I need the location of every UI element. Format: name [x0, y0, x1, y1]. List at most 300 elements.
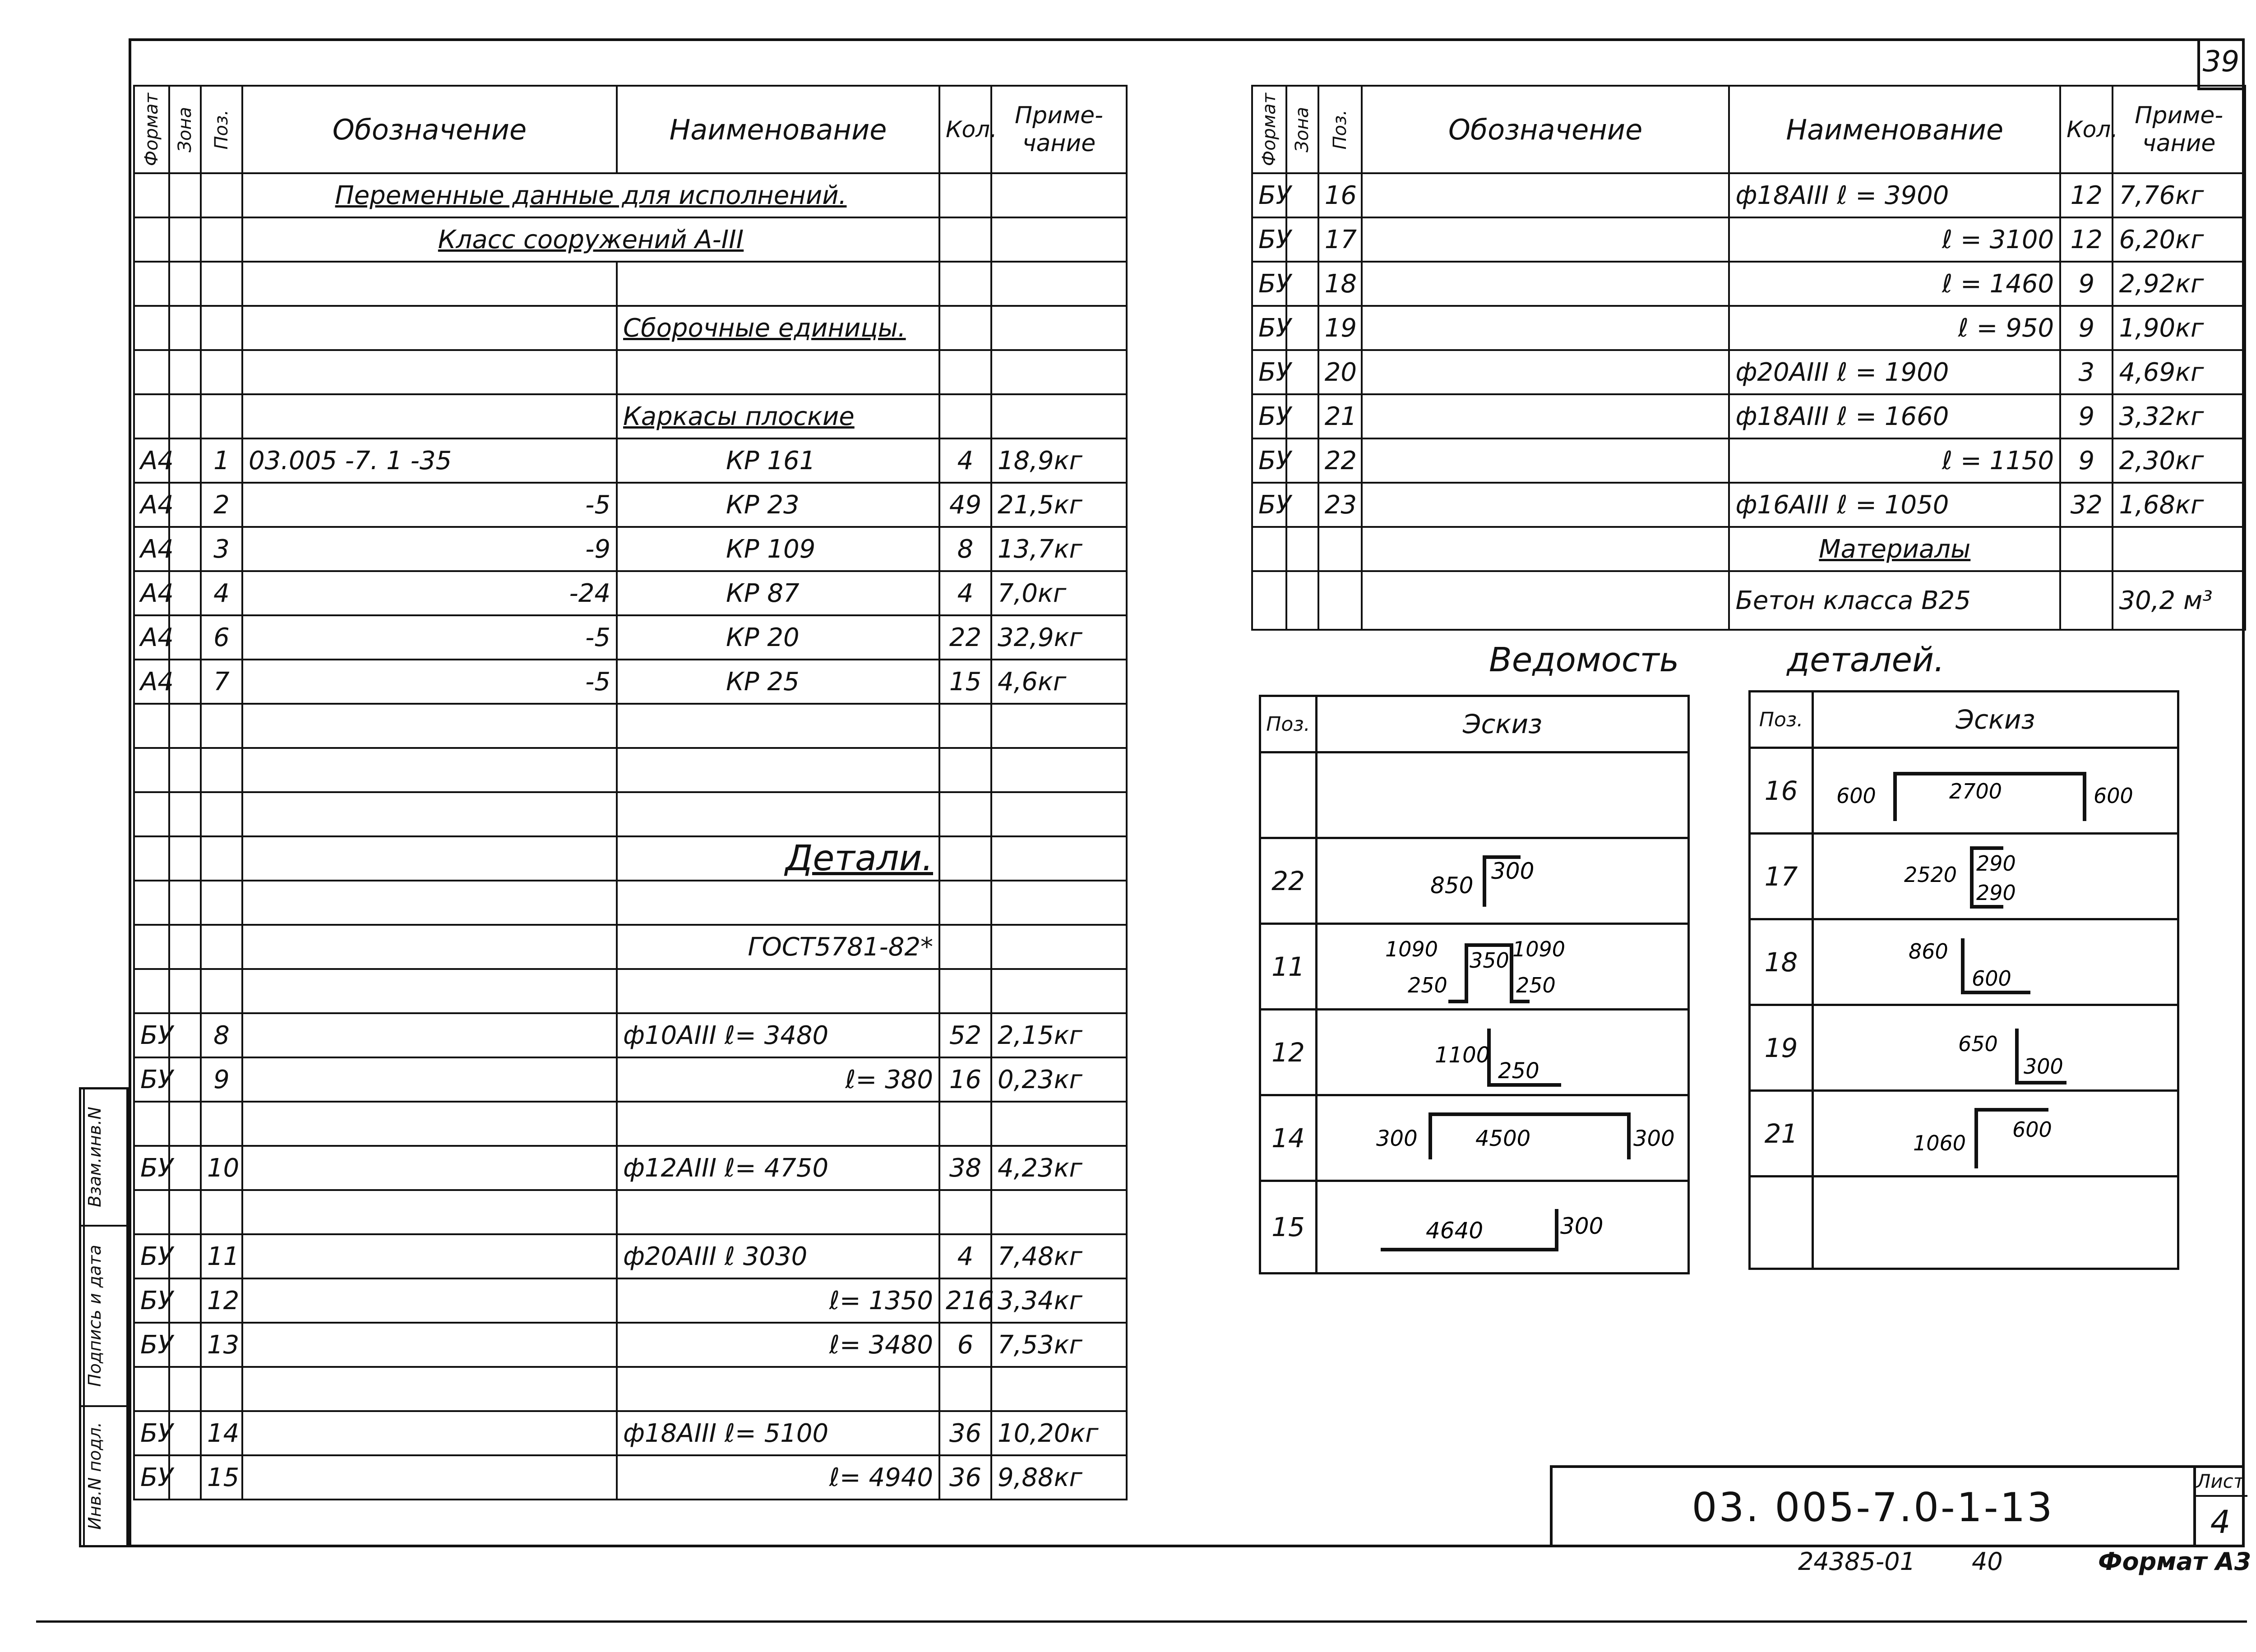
spec-note: 9,88кг — [991, 1455, 1127, 1500]
spec-name: ф18АIII ℓ = 1660 — [1729, 394, 2060, 438]
spec-name: ф12АIII ℓ= 4750 — [617, 1146, 939, 1190]
spec-note: 30,2 м³ — [2113, 571, 2245, 630]
spec-qty: 36 — [939, 1455, 991, 1500]
bar-11-sketch — [1318, 925, 1687, 1008]
svg-text:250: 250 — [1408, 973, 1447, 997]
bottom-rule — [36, 1620, 2247, 1623]
sheet-number: 39 — [2197, 38, 2245, 90]
spec-format: А4 — [134, 660, 169, 704]
spec-note — [991, 217, 1127, 262]
spec-note: 2,30кг — [2113, 438, 2245, 483]
sketch-cell — [1813, 1005, 2178, 1091]
svg-text:300: 300 — [1560, 1213, 1604, 1239]
spec-qty — [939, 350, 991, 394]
svg-text:2520: 2520 — [1904, 863, 1957, 887]
svg-text:860: 860 — [1909, 939, 1948, 964]
left-spec-table — [133, 85, 1128, 1500]
spec-designation — [242, 748, 617, 792]
svg-text:350: 350 — [1470, 948, 1509, 973]
spec-note: 1,68кг — [2113, 483, 2245, 527]
spec-name: ℓ = 1460 — [1729, 262, 2060, 306]
sketch-cell — [1813, 834, 2178, 919]
spec-name: КР 20 — [617, 615, 939, 660]
spec-pos — [201, 836, 242, 881]
spec-row — [134, 1190, 1127, 1234]
spec-pos — [201, 350, 242, 394]
sketch-col-sketch: Эскиз — [1813, 692, 2178, 748]
spec-pos: 17 — [1318, 217, 1362, 262]
spec-format — [134, 748, 169, 792]
spec-qty — [939, 394, 991, 438]
sketch-cell — [1317, 924, 1689, 1010]
spec-pos: 6 — [201, 615, 242, 660]
spec-zone — [169, 173, 201, 217]
spec-pos: 11 — [201, 1234, 242, 1278]
spec-designation: -24 — [242, 571, 617, 615]
spec-row — [134, 527, 1127, 571]
spec-zone — [169, 527, 201, 571]
sketch-pos: 15 — [1260, 1181, 1317, 1274]
spec-designation — [242, 1013, 617, 1057]
spec-note — [991, 306, 1127, 350]
spec-format — [134, 704, 169, 748]
spec-note — [991, 792, 1127, 836]
spec-row — [134, 1411, 1127, 1455]
title-block — [1550, 1465, 2245, 1547]
sketch-pos: 18 — [1750, 919, 1813, 1005]
spec-pos: 1 — [201, 438, 242, 483]
spec-row — [134, 173, 1127, 217]
spec-designation — [1362, 394, 1729, 438]
spec-qty: 4 — [939, 571, 991, 615]
spec-qty: 52 — [939, 1013, 991, 1057]
spec-designation — [1362, 438, 1729, 483]
spec-zone — [169, 1190, 201, 1234]
spec-row — [1252, 217, 2245, 262]
spec-pos — [201, 306, 242, 350]
spec-qty — [939, 1102, 991, 1146]
spec-pos: 22 — [1318, 438, 1362, 483]
spec-row — [1252, 438, 2245, 483]
spec-designation — [242, 1190, 617, 1234]
spec-designation — [242, 836, 617, 881]
spec-designation — [242, 306, 617, 350]
spec-format — [134, 262, 169, 306]
spec-designation — [242, 1102, 617, 1146]
right-spec-header — [1252, 86, 2245, 173]
spec-name: КР 23 — [617, 483, 939, 527]
spec-name — [617, 881, 939, 925]
spec-format — [134, 217, 169, 262]
spec-format: А4 — [134, 527, 169, 571]
right-spec-table — [1251, 85, 2246, 631]
spec-designation — [242, 1367, 617, 1411]
spec-designation: -5 — [242, 615, 617, 660]
spec-zone — [169, 1367, 201, 1411]
spec-note: 7,48кг — [991, 1234, 1127, 1278]
spec-qty: 3 — [2060, 350, 2113, 394]
spec-format: БУ — [1252, 350, 1286, 394]
spec-name — [617, 969, 939, 1013]
spec-row — [134, 1102, 1127, 1146]
spec-row — [134, 660, 1127, 704]
spec-format: БУ — [134, 1411, 169, 1455]
spec-format: БУ — [1252, 483, 1286, 527]
col-format: Формат — [134, 86, 169, 173]
spec-row — [134, 1323, 1127, 1367]
spec-designation: -5 — [242, 660, 617, 704]
spec-qty — [939, 792, 991, 836]
spec-name — [617, 350, 939, 394]
spec-format — [134, 969, 169, 1013]
spec-designation — [1362, 217, 1729, 262]
sketch-table-left — [1259, 695, 1690, 1274]
spec-designation — [1362, 173, 1729, 217]
spec-format — [134, 836, 169, 881]
spec-note: 2,92кг — [2113, 262, 2245, 306]
inv-podl-label: Инв.N подл. — [83, 1407, 108, 1545]
spec-designation — [1362, 262, 1729, 306]
spec-qty: 216 — [939, 1278, 991, 1323]
spec-row — [134, 217, 1127, 262]
spec-note — [991, 836, 1127, 881]
spec-qty — [939, 704, 991, 748]
spec-qty: 12 — [2060, 173, 2113, 217]
spec-name: Бетон класса В25 — [1729, 571, 2060, 630]
spec-zone — [169, 969, 201, 1013]
spec-note: 2,15кг — [991, 1013, 1127, 1057]
spec-pos: 9 — [201, 1057, 242, 1102]
document-code: 03. 005-7.0-1-13 — [1553, 1468, 2196, 1547]
spec-qty: 8 — [939, 527, 991, 571]
spec-qty: 12 — [2060, 217, 2113, 262]
spec-name: Материалы — [1729, 527, 2060, 571]
spec-designation — [242, 1234, 617, 1278]
spec-note — [991, 1102, 1127, 1146]
left-spec-header — [134, 86, 1127, 173]
sketch-cell — [1813, 1177, 2178, 1269]
sketch-pos — [1750, 1177, 1813, 1269]
spec-note: 4,6кг — [991, 660, 1127, 704]
spec-pos: 7 — [201, 660, 242, 704]
spec-row — [134, 1367, 1127, 1411]
spec-qty: 9 — [2060, 262, 2113, 306]
spec-zone — [169, 1102, 201, 1146]
spec-designation — [1362, 350, 1729, 394]
spec-name — [617, 1102, 939, 1146]
spec-zone — [169, 1323, 201, 1367]
order-number: 24385-01 — [1798, 1547, 1915, 1576]
col-format: Формат — [1252, 86, 1286, 173]
bar-12-sketch — [1318, 1011, 1687, 1094]
col-qty: Кол. — [2060, 86, 2113, 173]
spec-qty — [939, 306, 991, 350]
spec-row — [134, 1057, 1127, 1102]
spec-qty — [939, 748, 991, 792]
spec-format — [1252, 571, 1286, 630]
spec-format: БУ — [1252, 394, 1286, 438]
spec-pos — [201, 394, 242, 438]
spec-name: КР 25 — [617, 660, 939, 704]
spec-row — [134, 394, 1127, 438]
spec-note: 4,23кг — [991, 1146, 1127, 1190]
spec-qty: 9 — [2060, 306, 2113, 350]
spec-format: БУ — [134, 1013, 169, 1057]
spec-zone — [169, 483, 201, 527]
spec-note — [991, 1190, 1127, 1234]
spec-row — [1252, 394, 2245, 438]
spec-designation — [242, 704, 617, 748]
spec-note — [991, 173, 1127, 217]
bar-17-sketch — [1814, 835, 2177, 918]
spec-qty — [939, 836, 991, 881]
col-zone: Зона — [169, 86, 201, 173]
svg-text:600: 600 — [2094, 784, 2133, 808]
spec-note — [991, 969, 1127, 1013]
spec-qty: 38 — [939, 1146, 991, 1190]
spec-row — [1252, 350, 2245, 394]
spec-designation — [242, 394, 617, 438]
spec-row — [134, 969, 1127, 1013]
format-label: Формат А3 — [2098, 1547, 2251, 1576]
spec-name: ℓ= 4940 — [617, 1455, 939, 1500]
spec-zone — [169, 438, 201, 483]
spec-zone — [169, 306, 201, 350]
spec-name — [617, 1190, 939, 1234]
spec-format: БУ — [1252, 173, 1286, 217]
svg-text:850: 850 — [1430, 872, 1474, 899]
vzam-inv-label: Взам.инв.N — [83, 1089, 108, 1225]
spec-row — [134, 1013, 1127, 1057]
spec-designation — [242, 881, 617, 925]
sketch-cell — [1813, 1091, 2178, 1177]
spec-designation — [242, 925, 617, 969]
spec-format: А4 — [134, 571, 169, 615]
spec-format — [134, 306, 169, 350]
spec-pos: 16 — [1318, 173, 1362, 217]
spec-qty: 4 — [939, 1234, 991, 1278]
spec-name: ф18АIII ℓ = 3900 — [1729, 173, 2060, 217]
spec-note — [2113, 527, 2245, 571]
spec-name: Каркасы плоские — [617, 394, 939, 438]
spec-name: КР 161 — [617, 438, 939, 483]
spec-pos — [201, 748, 242, 792]
spec-format — [134, 792, 169, 836]
spec-qty — [939, 262, 991, 306]
spec-pos — [201, 262, 242, 306]
vedomost-title-right: деталей. — [1787, 641, 1945, 679]
spec-row — [1252, 173, 2245, 217]
svg-text:600: 600 — [1836, 784, 1876, 808]
sketch-cell — [1317, 838, 1689, 924]
spec-designation — [1362, 483, 1729, 527]
spec-note — [991, 925, 1127, 969]
spec-zone — [169, 1234, 201, 1278]
spec-format: БУ — [1252, 262, 1286, 306]
svg-text:300: 300 — [1376, 1126, 1418, 1151]
spec-designation: Класс сооружений А-III — [242, 217, 939, 262]
svg-text:650: 650 — [1958, 1032, 1998, 1056]
left-sidebar-stamp — [79, 1087, 129, 1547]
sketch-pos: 22 — [1260, 838, 1317, 924]
svg-text:4500: 4500 — [1475, 1126, 1531, 1151]
spec-pos: 10 — [201, 1146, 242, 1190]
spec-qty — [2060, 527, 2113, 571]
spec-name: ℓ= 3480 — [617, 1323, 939, 1367]
spec-qty: 4 — [939, 438, 991, 483]
spec-pos — [201, 881, 242, 925]
spec-note: 4,69кг — [2113, 350, 2245, 394]
sketch-cell — [1813, 919, 2178, 1005]
bar-14-sketch — [1318, 1096, 1687, 1180]
spec-pos — [1318, 527, 1362, 571]
spec-qty — [939, 925, 991, 969]
spec-note — [991, 881, 1127, 925]
spec-pos — [201, 1190, 242, 1234]
spec-note — [991, 704, 1127, 748]
spec-qty — [939, 217, 991, 262]
spec-format: А4 — [134, 615, 169, 660]
spec-pos: 23 — [1318, 483, 1362, 527]
spec-row — [1252, 262, 2245, 306]
spec-row — [134, 881, 1127, 925]
col-note: Приме-чание — [2113, 86, 2245, 173]
spec-name — [617, 1367, 939, 1411]
spec-name: ф16АIII ℓ = 1050 — [1729, 483, 2060, 527]
spec-designation — [242, 1278, 617, 1323]
col-pos: Поз. — [1318, 86, 1362, 173]
spec-pos — [201, 217, 242, 262]
spec-zone — [169, 792, 201, 836]
spec-designation — [242, 969, 617, 1013]
bar-18-sketch — [1814, 920, 2177, 1004]
spec-zone — [169, 1057, 201, 1102]
spec-qty: 36 — [939, 1411, 991, 1455]
spec-row — [134, 1146, 1127, 1190]
spec-designation — [242, 262, 617, 306]
spec-format: БУ — [134, 1057, 169, 1102]
spec-qty: 15 — [939, 660, 991, 704]
spec-qty — [939, 173, 991, 217]
spec-pos: 13 — [201, 1323, 242, 1367]
spec-zone — [169, 881, 201, 925]
sheet-value: 4 — [2210, 1504, 2231, 1541]
spec-pos — [201, 1102, 242, 1146]
spec-zone — [169, 350, 201, 394]
sketch-col-pos: Поз. — [1260, 696, 1317, 752]
spec-row — [1252, 306, 2245, 350]
spec-note: 21,5кг — [991, 483, 1127, 527]
spec-zone — [169, 394, 201, 438]
spec-row — [134, 1278, 1127, 1323]
sketch-table-right — [1748, 690, 2179, 1270]
vedomost-title-left: Ведомость — [1489, 641, 1679, 679]
spec-zone — [1286, 527, 1318, 571]
sketch-cell — [1317, 1010, 1689, 1095]
spec-name: КР 109 — [617, 527, 939, 571]
spec-row — [134, 350, 1127, 394]
spec-row — [134, 925, 1127, 969]
spec-note — [991, 748, 1127, 792]
spec-format — [134, 173, 169, 217]
spec-row — [1252, 527, 2245, 571]
bar-19-sketch — [1814, 1006, 2177, 1089]
spec-designation — [1362, 527, 1729, 571]
spec-format — [134, 394, 169, 438]
spec-format: БУ — [134, 1455, 169, 1500]
spec-designation: 03.005 -7. 1 -35 — [242, 438, 617, 483]
spec-designation — [1362, 571, 1729, 630]
spec-zone — [169, 836, 201, 881]
podpis-label: Подпись и дата — [83, 1227, 108, 1405]
spec-pos — [1318, 571, 1362, 630]
spec-designation: -5 — [242, 483, 617, 527]
spec-qty — [2060, 571, 2113, 630]
spec-qty — [939, 969, 991, 1013]
sketch-pos: 19 — [1750, 1005, 1813, 1091]
spec-pos — [201, 969, 242, 1013]
spec-designation — [242, 792, 617, 836]
sketch-pos: 16 — [1750, 748, 1813, 834]
spec-row — [134, 792, 1127, 836]
spec-format: БУ — [134, 1323, 169, 1367]
spec-qty — [939, 1367, 991, 1411]
spec-pos: 3 — [201, 527, 242, 571]
spec-format: БУ — [1252, 438, 1286, 483]
col-pos: Поз. — [201, 86, 242, 173]
svg-text:300: 300 — [1491, 858, 1535, 884]
spec-name: ℓ = 3100 — [1729, 217, 2060, 262]
spec-pos: 14 — [201, 1411, 242, 1455]
svg-text:300: 300 — [2024, 1054, 2063, 1079]
spec-designation — [242, 350, 617, 394]
sketch-pos: 11 — [1260, 924, 1317, 1010]
bar-15-sketch — [1318, 1182, 1687, 1272]
spec-designation: -9 — [242, 527, 617, 571]
spec-note: 3,34кг — [991, 1278, 1127, 1323]
spec-note — [991, 262, 1127, 306]
spec-pos: 20 — [1318, 350, 1362, 394]
spec-zone — [169, 704, 201, 748]
spec-note: 7,0кг — [991, 571, 1127, 615]
svg-text:1090: 1090 — [1385, 937, 1438, 961]
spec-pos: 8 — [201, 1013, 242, 1057]
spec-pos — [201, 704, 242, 748]
col-name: Наименование — [1729, 86, 2060, 173]
spec-row — [134, 438, 1127, 483]
spec-pos: 15 — [201, 1455, 242, 1500]
col-note: Приме-чание — [991, 86, 1127, 173]
sketch-pos — [1260, 752, 1317, 838]
spec-zone — [169, 262, 201, 306]
spec-format: БУ — [1252, 306, 1286, 350]
spec-row — [134, 262, 1127, 306]
spec-qty: 49 — [939, 483, 991, 527]
spec-name: ф18АIII ℓ= 5100 — [617, 1411, 939, 1455]
svg-text:1090: 1090 — [1512, 937, 1566, 961]
spec-format: БУ — [134, 1278, 169, 1323]
spec-name: ф20АIII ℓ 3030 — [617, 1234, 939, 1278]
spec-row — [134, 483, 1127, 527]
spec-row — [134, 571, 1127, 615]
col-designation: Обозначение — [1362, 86, 1729, 173]
sketch-pos: 12 — [1260, 1010, 1317, 1095]
svg-text:600: 600 — [1972, 966, 2011, 991]
sketch-cell — [1317, 752, 1689, 838]
bar-16-sketch — [1814, 749, 2177, 832]
spec-format: А4 — [134, 483, 169, 527]
spec-name: ГОСТ5781-82* — [617, 925, 939, 969]
